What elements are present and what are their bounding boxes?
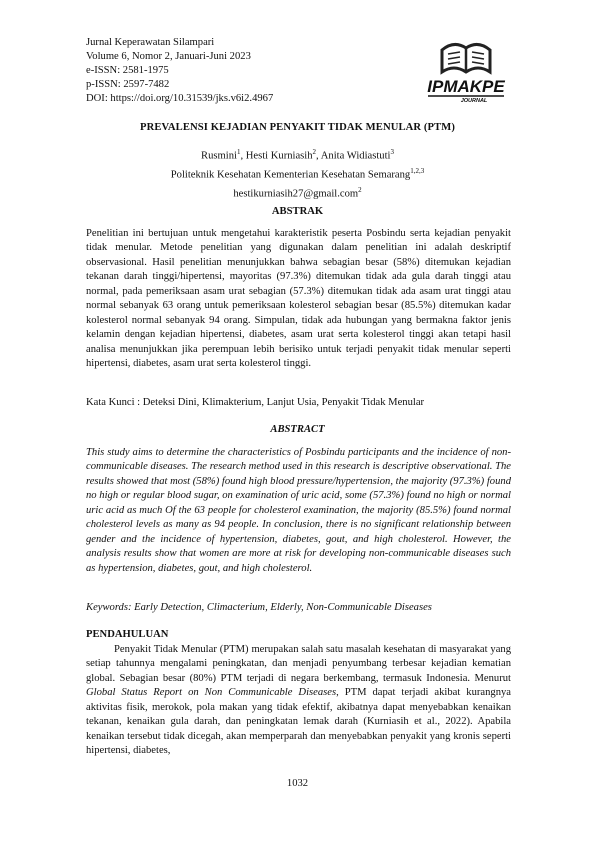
author-line bbox=[0, 145, 595, 164]
logo-subtext: JOURNAL bbox=[460, 98, 488, 104]
intro-heading: PENDAHULUAN bbox=[86, 629, 169, 640]
affiliation: Politeknik Kesehatan Kementerian Kesehatan Semarang bbox=[170, 169, 411, 181]
journal-name: Jurnal Keperawatan Silampari bbox=[86, 37, 215, 48]
journal-pissn: p-ISSN: 2597-7482 bbox=[86, 79, 170, 91]
journal-doi[interactable]: DOI: https://doi.org/10.31539/jks.v6i2.4967 bbox=[86, 93, 274, 105]
author-1: Rusmini bbox=[201, 150, 237, 162]
kata-kunci: Kata Kunci : Deteksi Dini, Klimakterium, Lanjut Usia, Penyakit Tidak Menular bbox=[86, 397, 425, 408]
journal-logo bbox=[420, 26, 512, 108]
author-email[interactable]: hestikurniasih27@gmail.com bbox=[233, 188, 359, 200]
intro-text-2: , PTM dapat terjadi akibat kurangnya aktivitas fisik, merokok, pola makan yang tidak efektif, akibatnya dapat menyebabkan kenaikan tekanan, kenaikan gula darah, dan peningkatan lemak darah (Kurniasih et al., 2022). Apabila kenaikan tersebut tidak dicegah, akan memperparah dan menyebabkan penyakit yang kronis seperti hipertensi, diabetes, bbox=[86, 687, 511, 757]
affiliation-sup: 1,2,3 bbox=[410, 167, 425, 176]
intro-italic-title: Global Status Report on Non Communicable Diseases bbox=[86, 687, 337, 699]
journal-volume: Volume 6, Nomor 2, Januari-Juni 2023 bbox=[86, 51, 251, 63]
intro-body bbox=[86, 643, 511, 759]
logo-wordmark: IPMAKPE bbox=[427, 77, 505, 96]
email-line bbox=[0, 183, 595, 202]
affiliation-line bbox=[0, 164, 595, 183]
author-3-sup: 3 bbox=[390, 148, 394, 156]
author-3: , Anita Widiastuti bbox=[316, 150, 391, 162]
journal-header bbox=[86, 36, 273, 106]
journal-eissn: e-ISSN: 2581-1975 bbox=[86, 65, 169, 77]
abstrak-body: Penelitian ini bertujuan untuk mengetahui karakteristik peserta Posbindu serta kejadian penyakit tidak menular. Metode penelitian yang digunakan dalam penelitian ini adalah deskriptif observasional. Hasil penelitian menunjukkan bahwa sebagian besar (58%) ditemukan kejadian tekanan darah tinggi/hipertensi, mayoritas (97.3%) ditemukan tidak ada gula darah tinggi atau normal, pada pemeriksaan asam urat sebagian (57.3%) ditemukan tidak ada asam urat tinggi atau normal sebanyak 63 orang untuk pemeriksaan kolesterol sebagian besar (85.5%) ditemukan kadar kolesterol normal sebanyak 94 orang. Simpulan, tidak ada hubungan yang bermakna faktor jenis kelamin dengan kejadian hipertensi, diabetes, asam urat serta kolesterol tinggi akan tetapi hasil analisa menunjukkan jika perempuan lebih berisiko untuk terjadi penyakit tidak menular seperti hipertensi, diabetes, asam urat serta kolesterol tinggi. bbox=[86, 228, 511, 370]
email-sup: 2 bbox=[358, 186, 362, 195]
abstrak-heading: ABSTRAK bbox=[271, 206, 324, 217]
author-block bbox=[0, 145, 595, 202]
paper-title: PREVALENSI KEJADIAN PENYAKIT TIDAK MENULAR (PTM) bbox=[140, 122, 455, 133]
author-2: , Hesti Kurniasih bbox=[240, 150, 313, 162]
keywords: Keywords: Early Detection, Climacterium, Elderly, Non-Communicable Diseases bbox=[86, 602, 432, 613]
author-2-sup: 2 bbox=[312, 148, 317, 156]
abstract-heading: ABSTRACT bbox=[270, 424, 325, 435]
abstract-body: This study aims to determine the characteristics of Posbindu participants and the incidence of non-communicable diseases. The research method used in this research is descriptive observational. The results showed that most (58%) found high blood pressure/hypertension, the majority (97.3%) found no high or regular blood sugar, on examination of uric acid, some (57.3%) found no high or normal uric acid as much Of the 63 people for cholesterol examination, the majority (85.5%) found normal cholesterol levels as many as 94 people. In conclusion, there is no significant relationship between gender and the incidence of hypertension, diabetes, gout, and high cholesterol. However, the analysis results show that women are more at risk for developing non-communicable diseases such as hypertension, diabetes, gout, and high cholesterol. bbox=[86, 447, 511, 574]
page-number: 1032 bbox=[286, 778, 309, 789]
intro-text-1: Penyakit Tidak Menular (PTM) merupakan salah satu masalah kesehatan di masyarakat yang setiap tahunnya mengalami peningkatan, dan menjadi penyumbang terbesar kejadian kematian global. Sebagian besar (80%) PTM terjadi di negara berkembang, termasuk Indonesia. Menurut bbox=[86, 644, 511, 684]
author-1-sup: 1 bbox=[236, 148, 241, 156]
